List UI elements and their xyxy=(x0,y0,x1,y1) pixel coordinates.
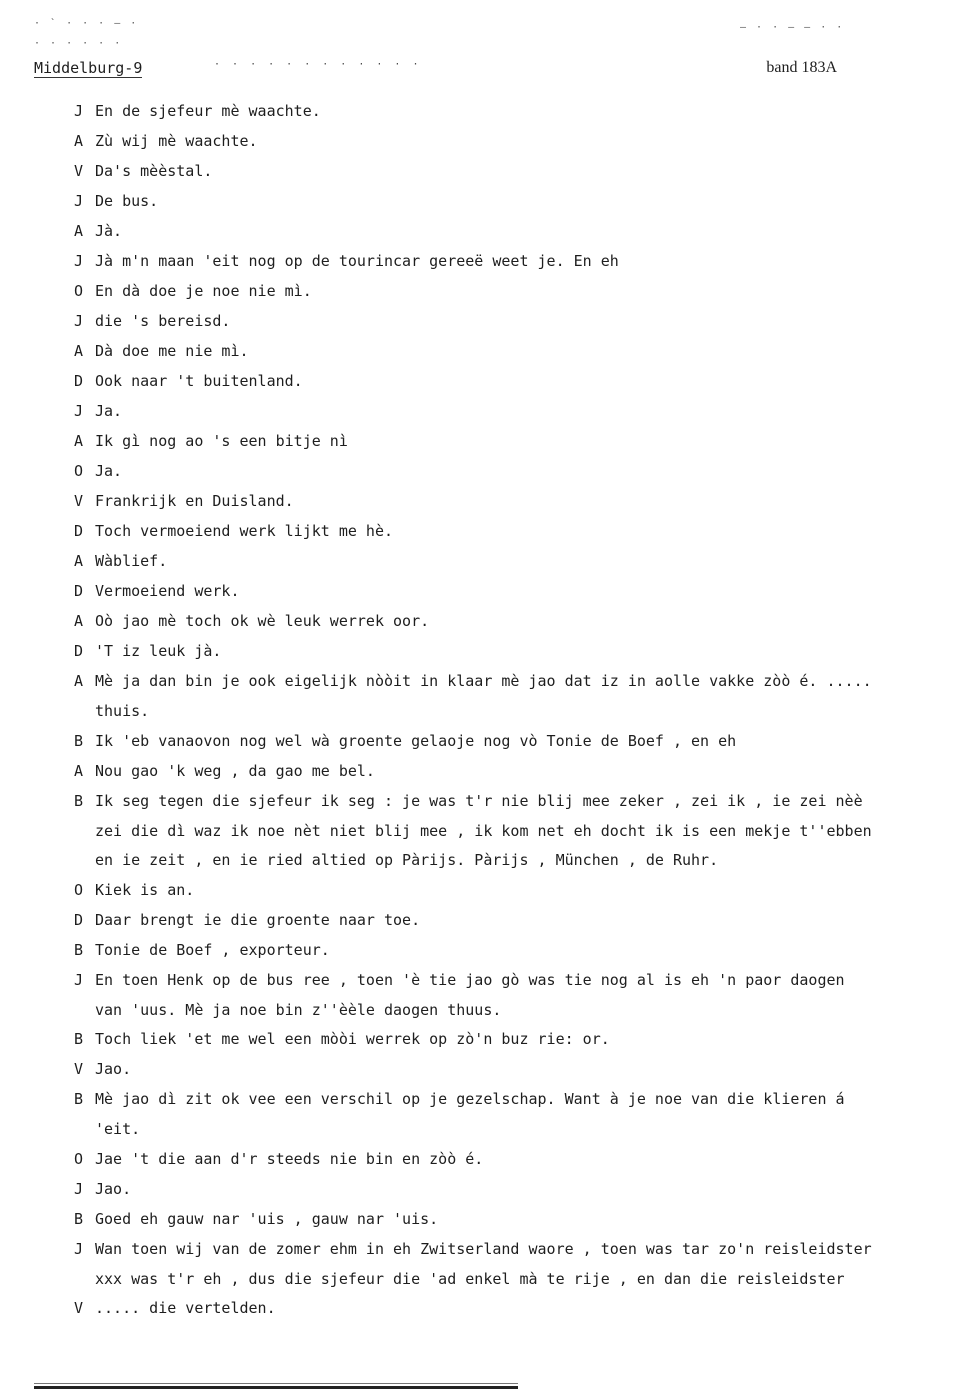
speaker-label: O xyxy=(74,282,84,300)
speaker-label: B xyxy=(74,791,84,810)
utterance-text: De bus. xyxy=(95,192,159,210)
transcript-line xyxy=(74,576,959,606)
speaker-label: A xyxy=(74,222,84,240)
speaker-label: O xyxy=(74,1149,84,1168)
transcript-line xyxy=(74,905,959,935)
scan-noise: · · · · · · · · · · · · xyxy=(214,59,422,70)
speaker-label: B xyxy=(74,940,84,959)
location-label: Middelburg-9 xyxy=(34,59,143,77)
transcript-line xyxy=(74,1084,959,1114)
transcript-line xyxy=(74,156,959,186)
transcript-line xyxy=(74,516,959,546)
transcript-line xyxy=(74,1204,959,1234)
speaker-label: A xyxy=(74,132,84,150)
utterance-text: En toen Henk op de bus ree , toen 'è tie jao gò was tie nog al is eh 'n paor daogen xyxy=(95,970,845,989)
speaker-label: A xyxy=(74,432,84,450)
speaker-label: B xyxy=(74,1030,84,1048)
transcript-line xyxy=(74,1024,959,1054)
transcript-line xyxy=(74,396,959,426)
transcript-line xyxy=(74,426,959,456)
speaker-label: D xyxy=(74,582,84,600)
utterance-text: Jao. xyxy=(95,1060,132,1078)
transcript-line xyxy=(74,1054,959,1084)
transcript-line xyxy=(74,276,959,306)
speaker-label: V xyxy=(74,1060,84,1078)
utterance-text: Vermoeiend werk. xyxy=(95,582,240,600)
utterance-text: Wàblief. xyxy=(95,552,168,570)
utterance-text: Jao. xyxy=(95,1179,132,1198)
speaker-label: D xyxy=(74,642,84,660)
utterance-text: Jà m'n maan 'eit nog op de tourincar gereeë weet je. En eh xyxy=(95,252,619,270)
scan-noise: · · · · · · xyxy=(34,38,123,49)
utterance-text: 'T iz leuk jà. xyxy=(95,642,222,660)
utterance-text: Ja. xyxy=(95,402,123,420)
transcript-line xyxy=(74,636,959,666)
speaker-label: V xyxy=(74,1299,84,1317)
utterance-continuation: en ie zeit , en ie ried altied op Pàrijs. Pàrijs , München , de Ruhr. xyxy=(95,851,719,869)
speaker-label: J xyxy=(74,970,84,989)
transcript-line xyxy=(74,756,959,786)
utterance-text: Dà doe me nie mì. xyxy=(95,342,249,360)
speaker-label: J xyxy=(74,312,84,330)
speaker-label: J xyxy=(74,402,84,420)
transcript-line xyxy=(74,216,959,246)
transcript-line xyxy=(74,246,959,276)
utterance-text: Tonie de Boef , exporteur. xyxy=(95,940,330,959)
utterance-text: Ik seg tegen die sjefeur ik seg : je was t'r nie blij mee zeker , zei ik , ie zei nèè xyxy=(95,791,863,810)
utterance-continuation: van 'uus. Mè ja noe bin z''èèle daogen thuus. xyxy=(95,1000,502,1019)
transcript-line xyxy=(74,965,959,995)
transcript-line xyxy=(74,366,959,396)
scan-noise: · ` · · · — · xyxy=(34,18,139,29)
speaker-label: O xyxy=(74,462,84,480)
utterance-continuation: thuis. xyxy=(95,702,150,720)
speaker-label: J xyxy=(74,252,84,270)
speaker-label: O xyxy=(74,880,84,899)
speaker-label: J xyxy=(74,1179,84,1198)
utterance-text: Zù wij mè waachte. xyxy=(95,132,258,150)
speaker-label: J xyxy=(74,102,84,120)
speaker-label: B xyxy=(74,1209,84,1228)
utterance-text: Mè ja dan bin je ook eigelijk nòòit in klaar mè jao dat iz in aolle vakke zòò é. ..... xyxy=(95,672,872,690)
transcript-line xyxy=(74,1174,959,1204)
utterance-continuation: xxx was t'r eh , dus die sjefeur die 'ad enkel mà te rije , en dan die reisleidster xyxy=(95,1269,845,1288)
speaker-label: A xyxy=(74,612,84,630)
transcript-line xyxy=(74,666,959,696)
transcript-line xyxy=(74,726,959,756)
speaker-label: A xyxy=(74,761,84,780)
utterance-text: Kiek is an. xyxy=(95,880,195,899)
utterance-text: Ik gì nog ao 's een bitje nì xyxy=(95,432,348,450)
transcript-line xyxy=(74,1293,959,1323)
footer-rule xyxy=(34,1386,518,1389)
utterance-text: En de sjefeur mè waachte. xyxy=(95,102,321,120)
utterance-text: Ik 'eb vanaovon nog wel wà groente gelaoje nog vò Tonie de Boef , en eh xyxy=(95,731,737,750)
scan-noise: — · · — — · · xyxy=(740,22,845,33)
utterance-text: Jae 't die aan d'r steeds nie bin en zòò é. xyxy=(95,1149,484,1168)
utterance-text: Jà. xyxy=(95,222,123,240)
utterance-text: Daar brengt ie die groente naar toe. xyxy=(95,910,421,929)
utterance-text: Wan toen wij van de zomer ehm in eh Zwitserland waore , toen was tar zo'n reisleidster xyxy=(95,1239,872,1258)
transcript-line xyxy=(74,126,959,156)
transcript-line xyxy=(74,96,959,126)
utterance-text: Ook naar 't buitenland. xyxy=(95,372,303,390)
speaker-label: A xyxy=(74,342,84,360)
transcript-body xyxy=(74,96,959,1323)
transcript-line xyxy=(74,1144,959,1174)
transcript-line xyxy=(74,186,959,216)
speaker-label: A xyxy=(74,672,84,690)
utterance-continuation: zei die dì waz ik noe nèt niet blij mee , ik kom net eh docht ik is een mekje t''ebben xyxy=(95,821,872,840)
speaker-label: A xyxy=(74,552,84,570)
speaker-label: J xyxy=(74,192,84,210)
utterance-text: Da's mèèstal. xyxy=(95,162,213,180)
utterance-text: Toch vermoeiend werk lijkt me hè. xyxy=(95,522,394,540)
transcript-line xyxy=(74,786,959,816)
transcript-line xyxy=(74,935,959,965)
page-header xyxy=(34,59,939,81)
transcript-line xyxy=(74,336,959,366)
transcript-line xyxy=(74,606,959,636)
utterance-text: Ja. xyxy=(95,462,123,480)
speaker-label: V xyxy=(74,162,84,180)
speaker-label: B xyxy=(74,731,84,750)
utterance-text: die 's bereisd. xyxy=(95,312,231,330)
transcript-line xyxy=(74,486,959,516)
speaker-label: J xyxy=(74,1239,84,1258)
utterance-text: Mè jao dì zit ok vee een verschil op je gezelschap. Want à je noe van die klieren á xyxy=(95,1090,845,1108)
speaker-label: B xyxy=(74,1090,84,1108)
footer-rule xyxy=(34,1383,518,1384)
utterance-text: Oò jao mè toch ok wè leuk werrek oor. xyxy=(95,612,430,630)
transcript-line xyxy=(74,875,959,905)
speaker-label: V xyxy=(74,492,84,510)
transcript-line xyxy=(74,1234,959,1264)
utterance-continuation: 'eit. xyxy=(95,1120,141,1138)
utterance-text: En dà doe je noe nie mì. xyxy=(95,282,312,300)
transcript-line xyxy=(74,456,959,486)
tape-label: band 183A xyxy=(766,59,837,76)
speaker-label: D xyxy=(74,372,84,390)
speaker-label: D xyxy=(74,522,84,540)
speaker-label: D xyxy=(74,910,84,929)
utterance-text: Nou gao 'k weg , da gao me bel. xyxy=(95,761,375,780)
utterance-text: Goed eh gauw nar 'uis , gauw nar 'uis. xyxy=(95,1209,439,1228)
transcript-line xyxy=(74,546,959,576)
utterance-text: Toch liek 'et me wel een mòòi werrek op zò'n buz rie: or. xyxy=(95,1030,610,1048)
transcript-line xyxy=(74,306,959,336)
utterance-text: ..... die vertelden. xyxy=(95,1299,276,1317)
utterance-text: Frankrijk en Duisland. xyxy=(95,492,294,510)
